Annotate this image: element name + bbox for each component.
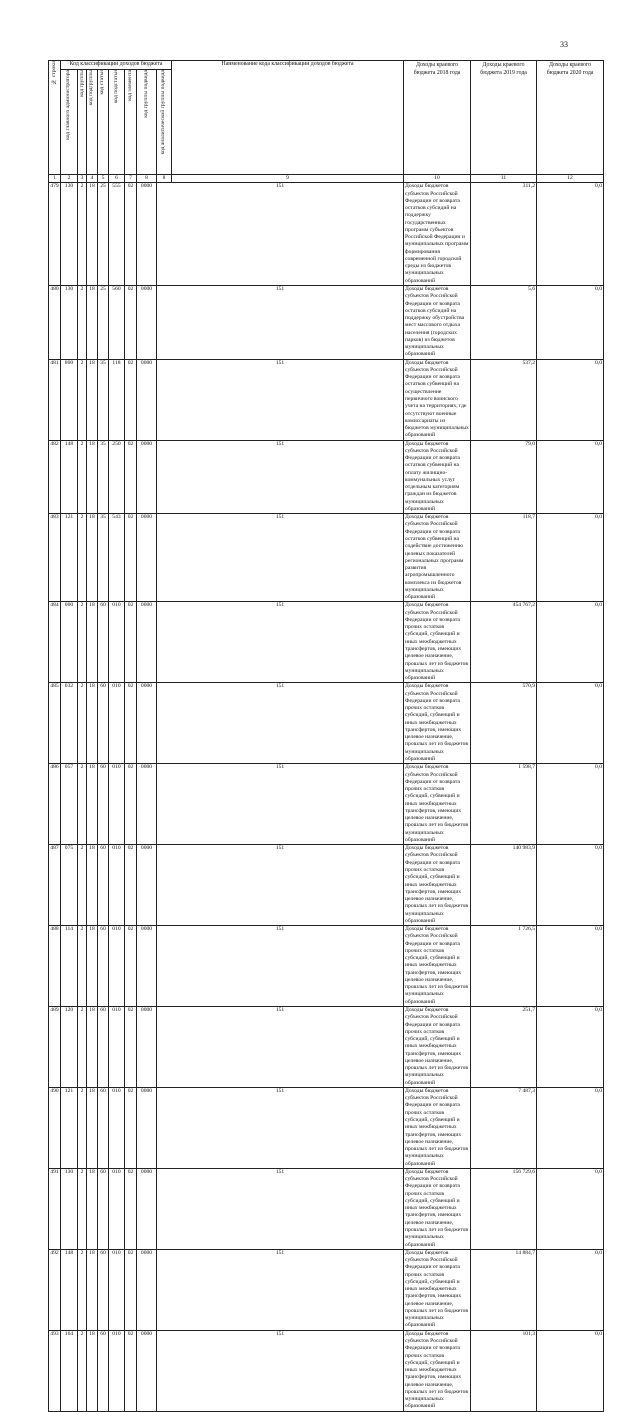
- code-subtype-group: 0000: [137, 602, 157, 683]
- code-analytic-group: 151: [157, 1087, 404, 1168]
- income-2019-value: 0,0: [537, 1330, 604, 1411]
- code-header-subtype-group: код группы подвида: [137, 70, 157, 175]
- row-line-number: 490: [49, 1087, 61, 1168]
- column-number: 8: [157, 175, 172, 183]
- code-subtype-group: 0000: [137, 926, 157, 1007]
- row-line-number: 483: [49, 514, 61, 602]
- table-row: [49, 1168, 604, 1249]
- code-analytic-group: 151: [157, 285, 404, 359]
- table-row: [49, 845, 604, 926]
- table-row: [49, 1087, 604, 1168]
- code-article: 35: [98, 440, 109, 514]
- code-analytic-group: 151: [157, 764, 404, 845]
- income-2018-value: 1 726,5: [471, 926, 537, 1007]
- table-row: [49, 359, 604, 440]
- code-subarticle: 250: [109, 440, 125, 514]
- page-number: 33: [560, 40, 568, 49]
- code-subgroup: 18: [87, 683, 98, 764]
- code-element: 02: [125, 1249, 137, 1330]
- code-analytic-group: 151: [157, 359, 404, 440]
- column-number: 10: [404, 175, 471, 183]
- column-number: 12: [537, 175, 604, 183]
- table-row: [49, 602, 604, 683]
- table-row: [49, 514, 604, 602]
- code-analytic-group: 151: [157, 1007, 404, 1088]
- table-row: [49, 926, 604, 1007]
- income-2019-value: 0,0: [537, 514, 604, 602]
- budget-income-table: [48, 60, 604, 1412]
- code-element: 02: [125, 1330, 137, 1411]
- code-subarticle: 543: [109, 514, 125, 602]
- code-group: 2: [78, 440, 87, 514]
- code-subarticle: 010: [109, 764, 125, 845]
- code-admin: 121: [61, 514, 78, 602]
- code-analytic-group: 151: [157, 845, 404, 926]
- code-subgroup: 18: [87, 514, 98, 602]
- column-number: 2: [61, 175, 78, 183]
- income-2019-value: 0,0: [537, 926, 604, 1007]
- income-2019-value: 0,0: [537, 683, 604, 764]
- code-subgroup: 18: [87, 359, 98, 440]
- code-subarticle: 010: [109, 1168, 125, 1249]
- income-2019-value: 0,0: [537, 602, 604, 683]
- code-subarticle: 010: [109, 845, 125, 926]
- code-element: 02: [125, 183, 137, 286]
- code-article: 60: [98, 1168, 109, 1249]
- income-2019-value: 0,0: [537, 440, 604, 514]
- code-element: 02: [125, 359, 137, 440]
- income-2019-value: 0,0: [537, 183, 604, 286]
- code-subtype-group: 0000: [137, 1087, 157, 1168]
- code-subtype-group: 0000: [137, 183, 157, 286]
- income-2018-value: 118,7: [471, 514, 537, 602]
- code-element: 02: [125, 285, 137, 359]
- code-admin: 130: [61, 285, 78, 359]
- code-admin: 057: [61, 764, 78, 845]
- row-name: Доходы бюджетов субъектов Российской Федерации от возврата остатков субвенций на содействие достижению целевых показателей региональных программ развития агропромышленного комплекса из бюджетов муниципальных образований: [404, 514, 471, 602]
- income-2018-value: 5,6: [471, 285, 537, 359]
- code-article: 60: [98, 1249, 109, 1330]
- code-article: 60: [98, 926, 109, 1007]
- income-2019-header: Доходы краевого бюджета 2019 года: [471, 61, 537, 175]
- code-subgroup: 18: [87, 183, 98, 286]
- table-row: [49, 1330, 604, 1411]
- code-analytic-group: 151: [157, 683, 404, 764]
- code-admin: 120: [61, 1007, 78, 1088]
- code-element: 02: [125, 845, 137, 926]
- code-admin: 130: [61, 183, 78, 286]
- income-2018-header: Доходы краевого бюджета 2018 года: [404, 61, 471, 175]
- code-article: 60: [98, 845, 109, 926]
- code-subarticle: 010: [109, 1007, 125, 1088]
- code-admin: 164: [61, 1330, 78, 1411]
- code-admin: 121: [61, 1087, 78, 1168]
- row-line-number: 480: [49, 285, 61, 359]
- row-name: Доходы бюджетов субъектов Российской Федерации от возврата прочих остатков субсидий, субвенций и иных межбюджетных трансфертов, имеющих целевое назначение, прошлых лет из бюджетов муниципальных образований: [404, 1249, 471, 1330]
- code-subgroup: 18: [87, 285, 98, 359]
- code-subtype-group: 0000: [137, 1249, 157, 1330]
- row-name: Доходы бюджетов субъектов Российской Федерации от возврата прочих остатков субсидий, субвенций и иных межбюджетных трансфертов, имеющих целевое назначение, прошлых лет из бюджетов муниципальных образований: [404, 845, 471, 926]
- code-subtype-group: 0000: [137, 285, 157, 359]
- income-2018-value: 79,0: [471, 440, 537, 514]
- row-line-number: 488: [49, 926, 61, 1007]
- code-element: 02: [125, 926, 137, 1007]
- income-2018-value: 140 983,9: [471, 845, 537, 926]
- row-name: Доходы бюджетов субъектов Российской Федерации от возврата остатков субсидий на поддержку обустройства мест массового отдыха населения (городских парков) из бюджетов муниципальных образований: [404, 285, 471, 359]
- code-article: 60: [98, 1087, 109, 1168]
- income-2019-value: 0,0: [537, 1249, 604, 1330]
- row-name: Доходы бюджетов субъектов Российской Федерации от возврата прочих остатков субсидий, субвенций и иных межбюджетных трансфертов, имеющих целевое назначение, прошлых лет из бюджетов муниципальных образований: [404, 602, 471, 683]
- column-number: 11: [471, 175, 537, 183]
- code-element: 02: [125, 1168, 137, 1249]
- column-number: 5: [98, 175, 109, 183]
- code-admin: 148: [61, 1249, 78, 1330]
- row-line-number: 487: [49, 845, 61, 926]
- table-row: [49, 764, 604, 845]
- code-subtype-group: 0000: [137, 1007, 157, 1088]
- code-header-article: код статьи: [98, 70, 109, 175]
- row-name: Доходы бюджетов субъектов Российской Федерации от возврата прочих остатков субсидий, субвенций и иных межбюджетных трансфертов, имеющих целевое назначение, прошлых лет из бюджетов муниципальных образований: [404, 1330, 471, 1411]
- code-subgroup: 18: [87, 1087, 98, 1168]
- column-number-row: [49, 175, 604, 183]
- code-subtype-group: 0000: [137, 683, 157, 764]
- income-2018-value: 454 767,2: [471, 602, 537, 683]
- code-subtype-group: 0000: [137, 514, 157, 602]
- row-name: Доходы бюджетов субъектов Российской Федерации от возврата остатков субвенций на оплату жилищно-коммунальных услуг отдельным категориям граждан из бюджетов муниципальных образований: [404, 440, 471, 514]
- row-line-number: 492: [49, 1249, 61, 1330]
- income-2019-value: 0,0: [537, 764, 604, 845]
- code-header-subarticle: код подстатьи: [109, 70, 125, 175]
- income-2019-value: 0,0: [537, 1168, 604, 1249]
- code-group: 2: [78, 285, 87, 359]
- code-subtype-group: 0000: [137, 845, 157, 926]
- code-subarticle: 010: [109, 683, 125, 764]
- code-article: 25: [98, 183, 109, 286]
- table-row: [49, 285, 604, 359]
- row-line-number: 481: [49, 359, 61, 440]
- code-analytic-group: 151: [157, 1168, 404, 1249]
- income-2019-value: 0,0: [537, 359, 604, 440]
- code-subarticle: 560: [109, 285, 125, 359]
- code-article: 60: [98, 764, 109, 845]
- code-analytic-group: 151: [157, 926, 404, 1007]
- code-element: 02: [125, 764, 137, 845]
- row-line-number: 489: [49, 1007, 61, 1088]
- code-subtype-group: 0000: [137, 359, 157, 440]
- column-number: 1: [49, 175, 61, 183]
- row-line-number: 479: [49, 183, 61, 286]
- code-subarticle: 010: [109, 602, 125, 683]
- code-admin: 114: [61, 926, 78, 1007]
- row-name: Доходы бюджетов субъектов Российской Федерации от возврата остатков субвенций на осуществление первичного воинского учета на территориях, где отсутствуют военные комиссариаты из бюджетов муниципальных образований: [405, 359, 469, 439]
- income-2019-value: 0,0: [537, 1087, 604, 1168]
- code-group: 2: [78, 514, 87, 602]
- code-subtype-group: 0000: [137, 1330, 157, 1411]
- column-number: 4: [87, 175, 98, 183]
- column-number: 7: [125, 175, 137, 183]
- income-2019-value: 0,0: [537, 285, 604, 359]
- code-subgroup: 18: [87, 1007, 98, 1088]
- code-subtype-group: 0000: [137, 440, 157, 514]
- code-article: 60: [98, 1007, 109, 1088]
- code-group: 2: [78, 1168, 87, 1249]
- code-article: 35: [98, 359, 109, 440]
- column-number: 9: [172, 175, 404, 183]
- code-subgroup: 18: [87, 1249, 98, 1330]
- row-line-number: 486: [49, 764, 61, 845]
- code-analytic-group: 151: [157, 1330, 404, 1411]
- code-analytic-group: 151: [157, 440, 404, 514]
- code-header-analytic-group: код аналитической группы подвида: [157, 70, 172, 175]
- code-subarticle: 118: [109, 359, 125, 440]
- row-name: Доходы бюджетов субъектов Российской Федерации от возврата прочих остатков субсидий, субвенций и иных межбюджетных трансфертов, имеющих целевое назначение, прошлых лет из бюджетов муниципальных образований: [404, 683, 471, 764]
- code-group: 2: [78, 359, 87, 440]
- code-subarticle: 010: [109, 1087, 125, 1168]
- table-row: [49, 183, 604, 286]
- code-group-header: Код классификации доходов бюджета: [61, 61, 172, 70]
- code-group: 2: [78, 602, 87, 683]
- code-admin: 032: [61, 683, 78, 764]
- code-admin: 000: [61, 602, 78, 683]
- code-group: 2: [78, 1087, 87, 1168]
- code-subarticle: 555: [109, 183, 125, 286]
- column-number: 3: [78, 175, 87, 183]
- income-2018-value: 311,2: [471, 183, 537, 286]
- code-header-subgroup: код подгруппы: [87, 70, 98, 175]
- code-admin: 075: [61, 845, 78, 926]
- code-article: 60: [98, 683, 109, 764]
- row-number-header: № строки: [49, 61, 61, 175]
- code-subgroup: 18: [87, 926, 98, 1007]
- income-2020-header: Доходы краевого бюджета 2020 года: [537, 61, 604, 175]
- code-group: 2: [78, 845, 87, 926]
- row-name: Доходы бюджетов субъектов Российской Федерации от возврата прочих остатков субсидий, субвенций и иных межбюджетных трансфертов, имеющих целевое назначение, прошлых лет из бюджетов муниципальных образований: [404, 764, 471, 845]
- income-2018-value: 537,2: [471, 359, 537, 440]
- code-subgroup: 18: [87, 602, 98, 683]
- code-subarticle: 010: [109, 926, 125, 1007]
- row-line-number: 493: [49, 1330, 61, 1411]
- column-number: 8: [137, 175, 157, 183]
- row-name: Доходы бюджетов субъектов Российской Федерации от возврата прочих остатков субсидий, субвенций и иных межбюджетных трансфертов, имеющих целевое назначение, прошлых лет из бюджетов муниципальных образований: [404, 1168, 471, 1249]
- code-subgroup: 18: [87, 440, 98, 514]
- row-line-number: 482: [49, 440, 61, 514]
- table-row: [49, 683, 604, 764]
- row-name: Доходы бюджетов субъектов Российской Федерации от возврата остатков субсидий на поддержку государственных программ субъектов Российской Федерации и муниципальных программ формирования современной городской среды из бюджетов муниципальных образований: [404, 183, 471, 286]
- row-name: Доходы бюджетов субъектов Российской Федерации от возврата прочих остатков субсидий, субвенций и иных межбюджетных трансфертов, имеющих целевое назначение, прошлых лет из бюджетов муниципальных образований: [404, 1087, 471, 1168]
- code-subarticle: 010: [109, 1249, 125, 1330]
- income-2018-value: 1 598,7: [471, 764, 537, 845]
- income-2018-value: 251,7: [471, 1007, 537, 1088]
- row-name: Доходы бюджетов субъектов Российской Федерации от возврата прочих остатков субсидий, субвенций и иных межбюджетных трансфертов, имеющих целевое назначение, прошлых лет из бюджетов муниципальных образований: [404, 926, 471, 1007]
- code-element: 02: [125, 602, 137, 683]
- row-line-number: 491: [49, 1168, 61, 1249]
- income-2019-value: 0,0: [537, 845, 604, 926]
- name-header: Наименование кода классификации доходов бюджета: [172, 61, 404, 175]
- code-admin: 148: [61, 440, 78, 514]
- code-element: 02: [125, 1007, 137, 1088]
- code-group: 2: [78, 683, 87, 764]
- code-analytic-group: 151: [157, 183, 404, 286]
- code-group: 2: [78, 183, 87, 286]
- code-element: 02: [125, 440, 137, 514]
- income-2018-value: 14 884,7: [471, 1249, 537, 1330]
- code-article: 60: [98, 602, 109, 683]
- code-article: 60: [98, 1330, 109, 1411]
- code-group: 2: [78, 926, 87, 1007]
- code-admin: 800: [61, 359, 78, 440]
- income-2019-value: 0,0: [537, 1007, 604, 1088]
- code-group: 2: [78, 764, 87, 845]
- row-name: Доходы бюджетов субъектов Российской Федерации от возврата прочих остатков субсидий, субвенций и иных межбюджетных трансфертов, имеющих целевое назначение, прошлых лет из бюджетов муниципальных образований: [404, 1007, 471, 1088]
- income-2018-value: 101,3: [471, 1330, 537, 1411]
- code-element: 02: [125, 1087, 137, 1168]
- code-admin: 130: [61, 1168, 78, 1249]
- code-analytic-group: 151: [157, 514, 404, 602]
- code-element: 02: [125, 683, 137, 764]
- code-subarticle: 010: [109, 1330, 125, 1411]
- code-group: 2: [78, 1330, 87, 1411]
- table-row: [49, 1249, 604, 1330]
- row-line-number: 485: [49, 683, 61, 764]
- table-row: [49, 440, 604, 514]
- code-analytic-group: 151: [157, 602, 404, 683]
- income-2018-value: 156 729,6: [471, 1168, 537, 1249]
- code-group: 2: [78, 1249, 87, 1330]
- row-line-number: 484: [49, 602, 61, 683]
- code-analytic-group: 151: [157, 1249, 404, 1330]
- code-group: 2: [78, 1007, 87, 1088]
- code-subgroup: 18: [87, 764, 98, 845]
- code-subtype-group: 0000: [137, 764, 157, 845]
- code-subgroup: 18: [87, 1168, 98, 1249]
- code-article: 35: [98, 514, 109, 602]
- code-article: 25: [98, 285, 109, 359]
- income-2018-value: 570,9: [471, 683, 537, 764]
- code-header-element: код элемента: [125, 70, 137, 175]
- code-element: 02: [125, 514, 137, 602]
- table-row: [49, 1007, 604, 1088]
- income-2018-value: 7 487,3: [471, 1087, 537, 1168]
- code-subgroup: 18: [87, 1330, 98, 1411]
- header-row-top: [49, 61, 604, 70]
- code-subtype-group: 0000: [137, 1168, 157, 1249]
- column-number: 6: [109, 175, 125, 183]
- code-header-group: код группы: [78, 70, 87, 175]
- code-subgroup: 18: [87, 845, 98, 926]
- code-header-admin: код главного администратора: [61, 70, 78, 175]
